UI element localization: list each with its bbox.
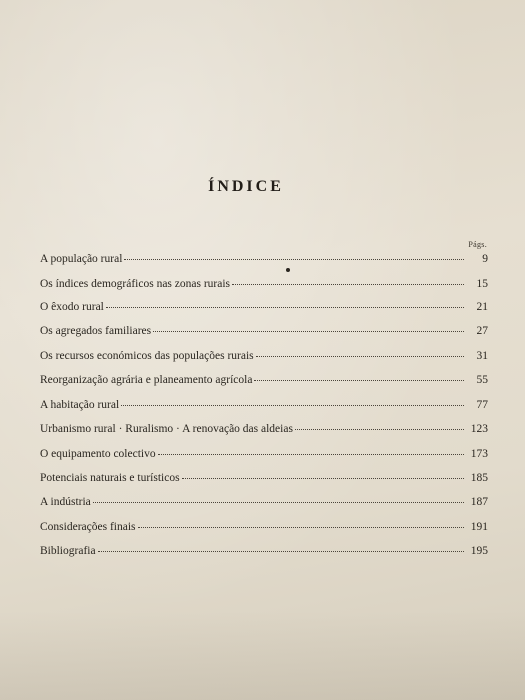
toc-entry-page: 173 (470, 448, 488, 460)
dot-leader (121, 404, 464, 406)
toc-entry-page: 21 (476, 301, 488, 313)
toc-entry-label: Considerações finais (40, 521, 136, 533)
toc-entry-label: Os agregados familiares (40, 325, 152, 337)
toc-entry (40, 396, 488, 414)
toc-entry-page: 55 (476, 374, 488, 386)
dot-leader (93, 501, 464, 503)
page-title: ÍNDICE (208, 178, 284, 195)
toc-entry-label: O êxodo rural (40, 301, 104, 313)
dot-leader (256, 355, 464, 357)
dot-leader (158, 453, 464, 455)
toc-entry (40, 298, 488, 316)
dot-leader (106, 306, 464, 308)
toc-entry (40, 347, 488, 365)
dot-leader (295, 428, 464, 430)
toc-entry-page: 185 (470, 472, 488, 484)
toc-entry (40, 469, 488, 487)
dot-leader (232, 283, 464, 285)
toc-entry (40, 542, 488, 560)
toc-entry-page: 123 (470, 423, 488, 435)
toc-entry-page: 9 (482, 253, 488, 265)
dot-leader (124, 258, 464, 260)
toc-entry-page: 77 (476, 399, 488, 411)
toc-entry-label: Potenciais naturais e turísticos (40, 472, 180, 484)
toc-entry-label: Reorganização agrária e planeamento agrícola (40, 374, 253, 386)
toc-entry (40, 250, 488, 268)
toc-entry (40, 275, 488, 293)
toc-entry-page: 187 (470, 496, 488, 508)
ink-speck (286, 268, 290, 272)
toc-entry (40, 518, 488, 536)
toc-entry-label: Os recursos económicos das populações rurais (40, 350, 254, 362)
dot-leader (153, 330, 464, 332)
toc-entry-page: 195 (470, 545, 488, 557)
dot-leader (254, 379, 464, 381)
toc-entry-label: A habitação rural (40, 399, 120, 411)
toc-entry-label: A indústria (40, 496, 91, 508)
toc-entry-page: 15 (476, 278, 488, 290)
toc-entry-page: 27 (476, 325, 488, 337)
toc-entry-label: A população rural (40, 253, 123, 265)
dot-leader (182, 477, 464, 479)
toc-entry-label: O equipamento colectivo (40, 448, 156, 460)
toc-entry-page: 31 (476, 350, 488, 362)
toc-entry-label: Bibliografia (40, 545, 96, 557)
dot-leader (138, 526, 465, 528)
toc-entry (40, 371, 488, 389)
pages-column-label: Págs. (468, 240, 487, 249)
toc-entry-label: Os índices demográficos nas zonas rurais (40, 278, 231, 290)
toc-entry (40, 322, 488, 340)
dot-leader (98, 550, 464, 552)
toc-entry (40, 445, 488, 463)
toc-entry (40, 493, 488, 511)
toc-entry-label: Urbanismo rural · Ruralismo · A renovação das aldeias (40, 423, 293, 435)
toc-entry-page: 191 (470, 521, 488, 533)
toc-entry (40, 420, 488, 438)
